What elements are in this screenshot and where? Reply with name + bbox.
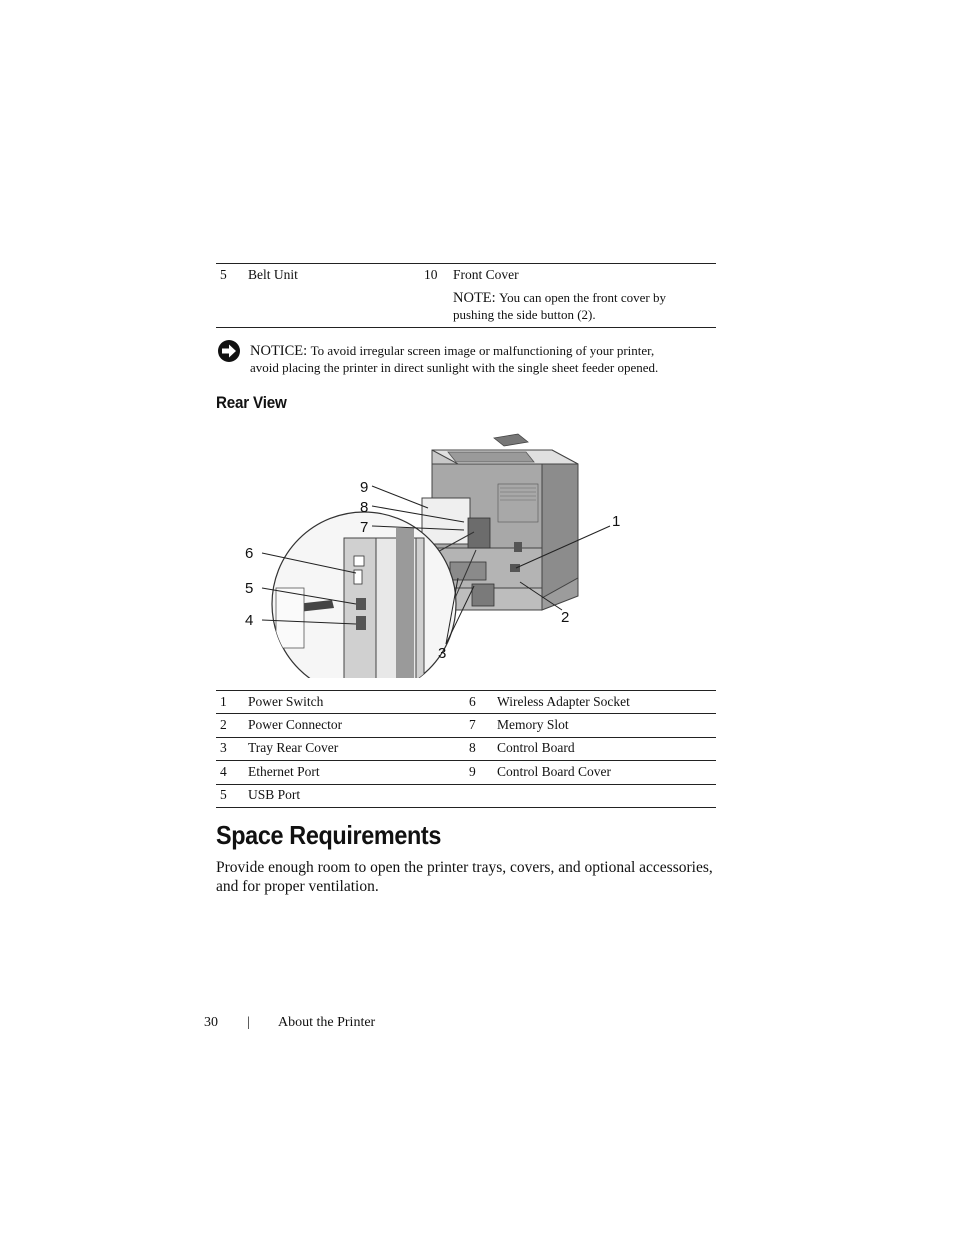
table-cell-num: 8 [469,740,476,755]
callout-label-8: 8 [360,499,369,516]
parts-table-rule [216,690,716,691]
table-cell-num: 5 [220,267,227,282]
notice-text: avoid placing the printer in direct sunlight with the single sheet feeder opened. [250,360,659,375]
note-text: pushing the side button (2). [453,307,596,322]
table-cell-label: Ethernet Port [248,764,320,779]
table-cell-num: 9 [469,764,476,779]
callout-label-9: 9 [360,479,369,496]
callout-label-2: 2 [561,609,570,626]
callout-label-7: 7 [360,519,369,536]
table-cell-label: Control Board Cover [497,764,611,779]
table-cell-num: 2 [220,717,227,732]
parts-table-rule [216,713,716,714]
table-cell-num: 4 [220,764,227,779]
table-cell-label: Wireless Adapter Socket [497,694,630,709]
space-requirements-heading: Space Requirements [216,820,442,850]
parts-table-rule [216,760,716,761]
table-cell-label: Power Connector [248,717,343,732]
table-cell-label: Belt Unit [248,267,298,282]
table-cell-label: Tray Rear Cover [248,740,339,755]
table-cell-label: USB Port [248,787,301,802]
top-table-rule-top [216,263,716,264]
printer-rear-view-illustration [236,428,636,678]
notice-text: To avoid irregular screen image or malfunctioning of your printer, [310,343,655,358]
table-cell-num: 3 [220,740,227,755]
callout-label-4: 4 [245,612,254,629]
top-table-rule-bottom [216,327,716,328]
table-cell-num: 7 [469,717,476,732]
note-text: You can open the front cover by [499,290,666,305]
notice-arrow-icon [217,339,241,363]
table-cell-label: Power Switch [248,694,324,709]
parts-table-rule [216,807,716,808]
table-cell-num: 6 [469,694,476,709]
page-number: 30 [204,1015,218,1030]
footer-separator: | [247,1015,250,1030]
callout-label-5: 5 [245,580,254,597]
notice-label: NOTICE: [250,343,308,359]
callout-label-3: 3 [438,645,447,662]
note-label: NOTE: [453,290,496,306]
table-cell-num: 5 [220,787,227,802]
notice-line [250,342,654,360]
table-cell-label: Front Cover [453,267,519,282]
parts-table-rule [216,784,716,785]
parts-table-rule [216,737,716,738]
note-line [453,289,666,307]
callout-label-6: 6 [245,545,254,562]
table-cell-label: Control Board [497,740,575,755]
rear-view-heading: Rear View [216,394,287,412]
table-cell-num: 10 [424,267,438,282]
table-cell-num: 1 [220,694,227,709]
footer-section-title: About the Printer [278,1015,376,1030]
callout-label-1: 1 [612,513,621,530]
table-cell-label: Memory Slot [497,717,569,732]
space-requirements-body: Provide enough room to open the printer trays, covers, and optional accessories, and for proper ventilation. [216,859,713,895]
